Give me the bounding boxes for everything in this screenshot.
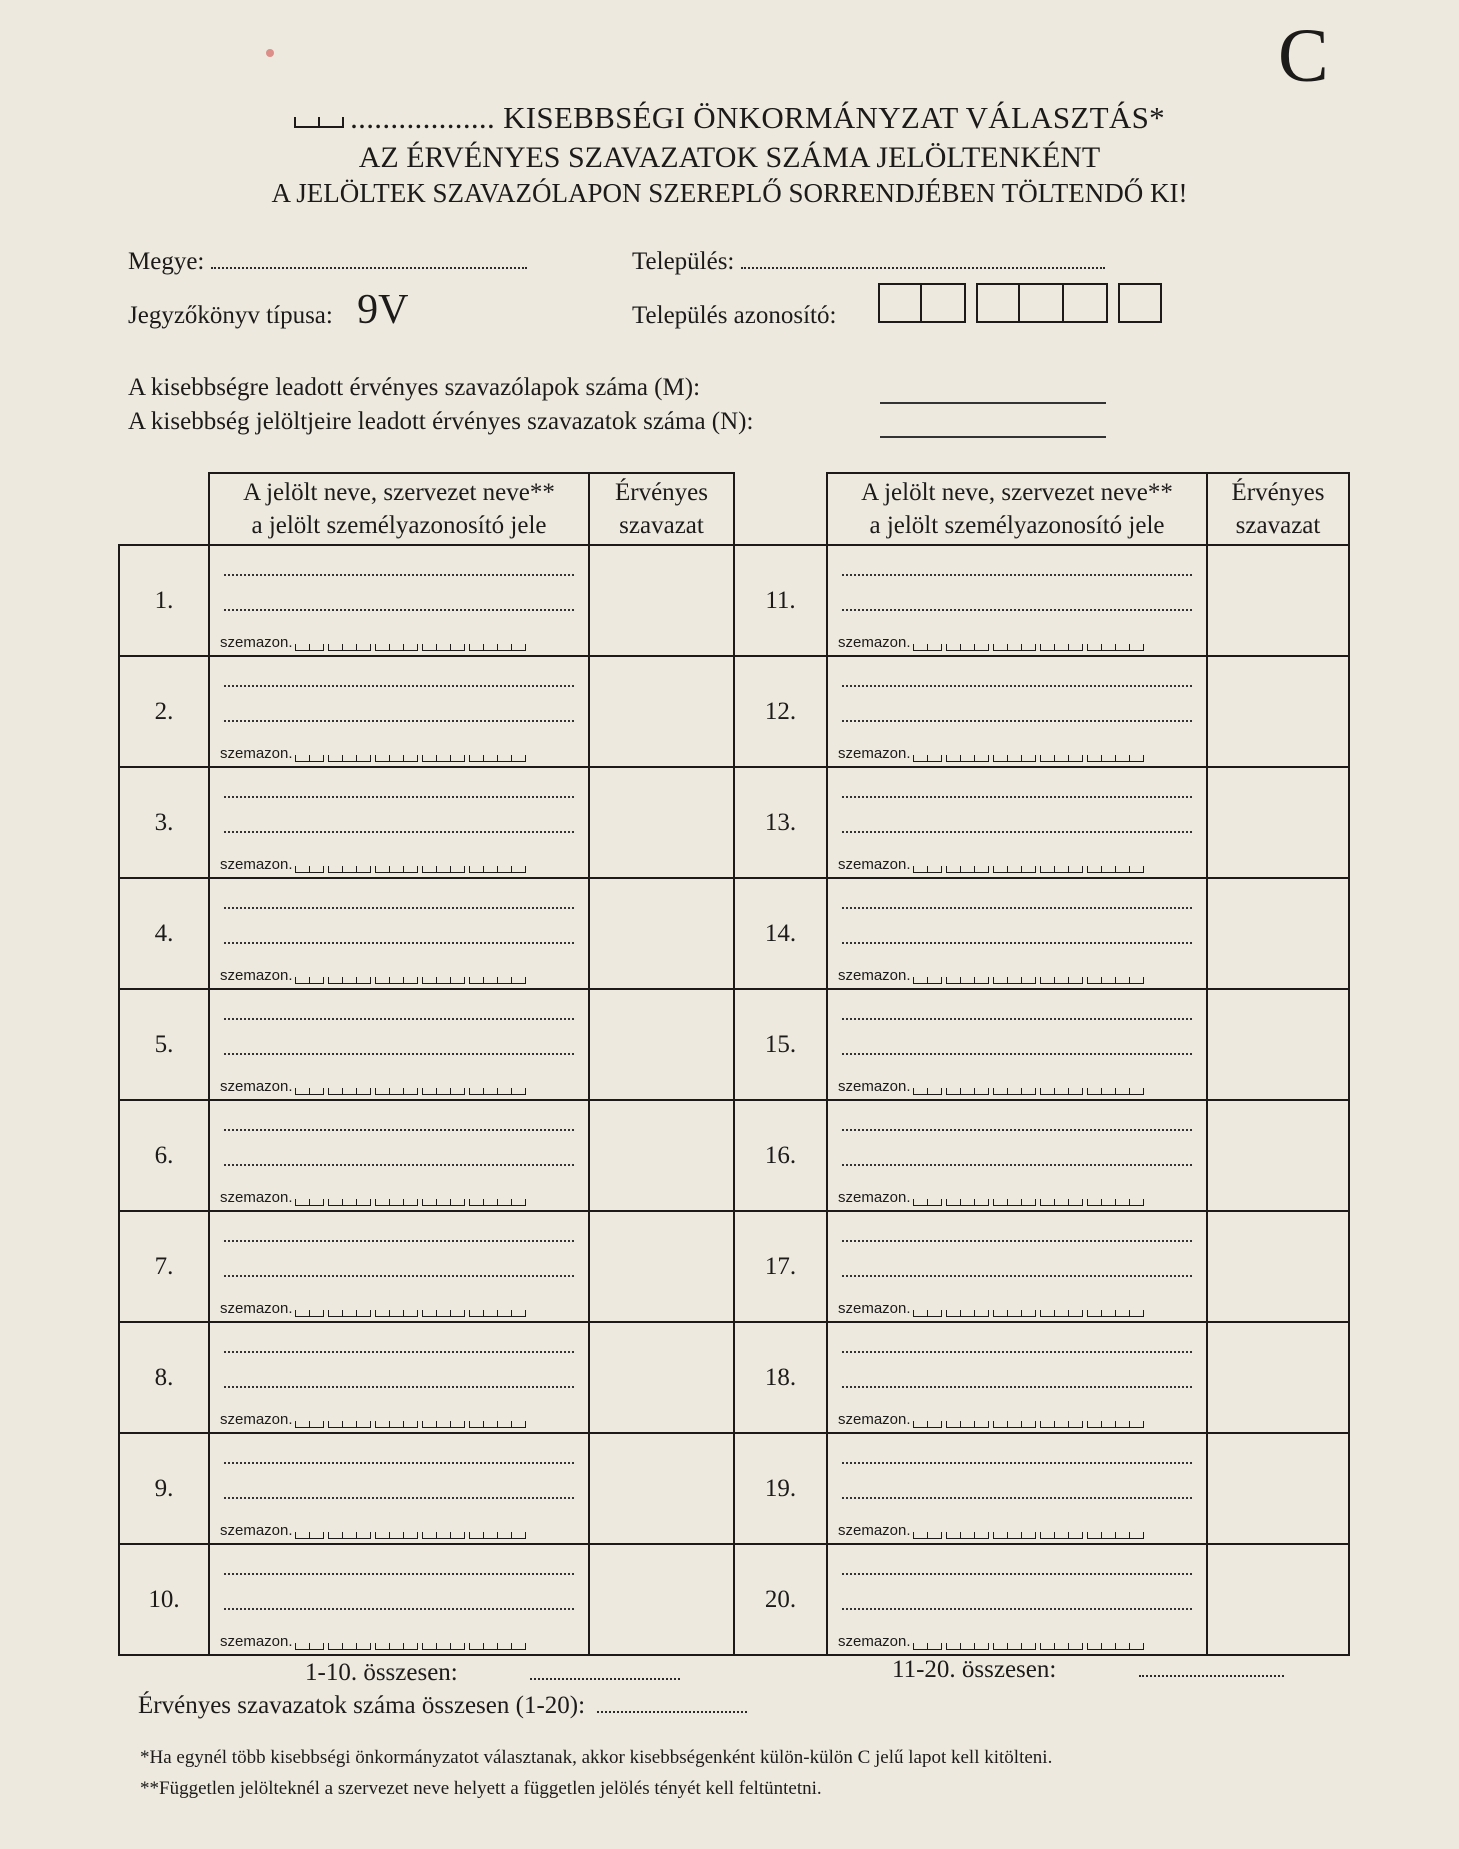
szemazon-label: szemazon.	[838, 1633, 911, 1650]
szemazon-digit-boxes[interactable]	[913, 644, 1144, 651]
votes-cell-left[interactable]	[589, 767, 734, 878]
footnote-1: *Ha egynél több kisebbségi önkormányzatot választanak, akkor kisebbségenként külön-külön C jelű lapot kell kitölteni.	[140, 1747, 1053, 1768]
telepules-label: Település:	[632, 248, 735, 275]
row-number-right: 17.	[734, 1211, 827, 1322]
form-title	[0, 100, 1459, 136]
szemazon-digit-boxes[interactable]	[913, 1088, 1144, 1095]
szemazon-field[interactable]	[220, 1522, 526, 1539]
candidate-name-line[interactable]	[224, 685, 574, 687]
votes-cell-left[interactable]	[589, 1211, 734, 1322]
candidate-name-line[interactable]	[842, 1164, 1192, 1166]
table-row	[119, 656, 1349, 767]
candidate-name-line[interactable]	[224, 1497, 574, 1499]
row-number-left: 1.	[119, 545, 209, 656]
row-number-right: 12.	[734, 656, 827, 767]
candidate-name-line[interactable]	[224, 796, 574, 798]
table-row	[119, 1100, 1349, 1211]
candidate-name-cell-left[interactable]	[209, 1433, 589, 1544]
szemazon-label: szemazon.	[220, 967, 293, 984]
jegyzokonyv-label: Jegyzőkönyv típusa:	[128, 302, 333, 329]
szemazon-digit-boxes[interactable]	[913, 866, 1144, 873]
candidate-name-line[interactable]	[224, 831, 574, 833]
candidate-name-line[interactable]	[842, 685, 1192, 687]
telepules-azonosito-label: Település azonosító:	[632, 302, 837, 329]
szemazon-label: szemazon.	[220, 1300, 293, 1317]
table-row	[119, 545, 1349, 656]
total-overall-label: Érvényes szavazatok száma összesen (1-20):	[138, 1692, 586, 1719]
szemazon-digit-boxes[interactable]	[295, 1421, 526, 1428]
szemazon-label: szemazon.	[220, 1411, 293, 1428]
id-digit-box[interactable]	[1064, 283, 1108, 323]
table-row	[119, 1322, 1349, 1433]
candidate-name-line[interactable]	[842, 1351, 1192, 1353]
candidate-table	[118, 472, 1350, 1656]
megye-input[interactable]	[211, 266, 527, 269]
szemazon-label: szemazon.	[838, 634, 911, 651]
table-row	[119, 1433, 1349, 1544]
candidate-name-line[interactable]	[842, 1129, 1192, 1131]
szemazon-digit-boxes[interactable]	[295, 1643, 526, 1650]
total-11-20-label: 11-20. összesen:	[892, 1656, 1057, 1683]
row-number-left: 6.	[119, 1100, 209, 1211]
candidate-name-line[interactable]	[842, 1462, 1192, 1464]
szemazon-field[interactable]	[220, 967, 526, 984]
table-row	[119, 767, 1349, 878]
szemazon-field[interactable]	[838, 1300, 1144, 1317]
telepules-azonosito-boxes	[878, 283, 1162, 323]
candidate-name-line[interactable]	[842, 1018, 1192, 1020]
id-digit-box[interactable]	[922, 283, 966, 323]
candidate-name-cell-left[interactable]	[209, 1544, 589, 1655]
megye-label: Megye:	[128, 248, 205, 275]
szemazon-field[interactable]	[838, 1411, 1144, 1428]
szemazon-field[interactable]	[220, 1078, 526, 1095]
votes-cell-right[interactable]	[1207, 767, 1349, 878]
szemazon-label: szemazon.	[220, 1078, 293, 1095]
row-number-left: 7.	[119, 1211, 209, 1322]
candidate-name-line[interactable]	[842, 796, 1192, 798]
row-number-right: 20.	[734, 1544, 827, 1655]
candidate-name-cell-left[interactable]	[209, 545, 589, 656]
szemazon-field[interactable]	[838, 967, 1144, 984]
header-candidate-right: A jelölt neve, szervezet neve** a jelölt személyazonosító jele	[827, 473, 1207, 545]
szemazon-digit-boxes[interactable]	[295, 755, 526, 762]
szemazon-digit-boxes[interactable]	[913, 755, 1144, 762]
szemazon-field[interactable]	[220, 856, 526, 873]
id-group-2	[976, 283, 1108, 323]
id-digit-box[interactable]	[1020, 283, 1064, 323]
header-votes-right: Érvényes szavazat	[1207, 473, 1349, 545]
header-candidate-left: A jelölt neve, szervezet neve** a jelölt személyazonosító jele	[209, 473, 589, 545]
jegyzokonyv-value: 9V	[357, 287, 409, 333]
jegyzokonyv-field	[128, 286, 408, 334]
candidate-name-line[interactable]	[224, 1386, 574, 1388]
candidate-name-cell-right[interactable]	[827, 989, 1207, 1100]
candidate-name-line[interactable]	[842, 1573, 1192, 1575]
candidate-name-line[interactable]	[842, 1608, 1192, 1610]
id-digit-box[interactable]	[1118, 283, 1162, 323]
candidate-name-cell-left[interactable]	[209, 656, 589, 767]
szemazon-digit-boxes[interactable]	[913, 1310, 1144, 1317]
title-dots[interactable]: ..................	[350, 100, 496, 135]
votes-cell-right[interactable]	[1207, 989, 1349, 1100]
candidate-name-cell-left[interactable]	[209, 767, 589, 878]
szemazon-label: szemazon.	[838, 1300, 911, 1317]
table-row	[119, 989, 1349, 1100]
szemazon-digit-boxes[interactable]	[295, 866, 526, 873]
votes-cell-right[interactable]	[1207, 878, 1349, 989]
szemazon-label: szemazon.	[838, 1411, 911, 1428]
szemazon-digit-boxes[interactable]	[913, 1643, 1144, 1650]
row-number-left: 2.	[119, 656, 209, 767]
szemazon-field[interactable]	[838, 634, 1144, 651]
candidate-name-line[interactable]	[842, 1240, 1192, 1242]
row-number-left: 3.	[119, 767, 209, 878]
candidate-name-line[interactable]	[224, 1351, 574, 1353]
candidate-name-line[interactable]	[224, 1608, 574, 1610]
total-1-10	[305, 1659, 680, 1687]
szemazon-label: szemazon.	[838, 856, 911, 873]
row-number-right: 19.	[734, 1433, 827, 1544]
votes-cell-left[interactable]	[589, 656, 734, 767]
row-number-left: 8.	[119, 1322, 209, 1433]
candidate-name-cell-right[interactable]	[827, 767, 1207, 878]
title-text: KISEBBSÉGI ÖNKORMÁNYZAT VÁLASZTÁS*	[503, 100, 1165, 135]
id-group-1	[878, 283, 966, 323]
ink-speck	[266, 49, 274, 57]
m-label: A kisebbségre leadott érvényes szavazólapok száma (M):	[128, 374, 701, 401]
total-overall	[138, 1692, 747, 1720]
szemazon-digit-boxes[interactable]	[913, 1421, 1144, 1428]
candidate-name-line[interactable]	[224, 574, 574, 576]
szemazon-digit-boxes[interactable]	[295, 1199, 526, 1206]
row-number-right: 14.	[734, 878, 827, 989]
candidate-name-line[interactable]	[224, 942, 574, 944]
telepules-input[interactable]	[741, 266, 1105, 269]
n-input-line[interactable]	[880, 436, 1106, 438]
candidate-name-line[interactable]	[224, 1053, 574, 1055]
votes-cell-left[interactable]	[589, 1100, 734, 1211]
n-label: A kisebbség jelöltjeire leadott érvényes szavazatok száma (N):	[128, 408, 754, 435]
szemazon-label: szemazon.	[838, 745, 911, 762]
m-input-line[interactable]	[880, 402, 1106, 404]
candidate-name-cell-left[interactable]	[209, 1211, 589, 1322]
candidate-name-line[interactable]	[224, 907, 574, 909]
szemazon-label: szemazon.	[220, 1522, 293, 1539]
szemazon-digit-boxes[interactable]	[295, 977, 526, 984]
candidate-name-line[interactable]	[224, 1129, 574, 1131]
szemazon-field[interactable]	[838, 1522, 1144, 1539]
candidate-name-line[interactable]	[224, 1462, 574, 1464]
candidate-name-cell-right[interactable]	[827, 1544, 1207, 1655]
szemazon-field[interactable]	[838, 1633, 1144, 1650]
szemazon-label: szemazon.	[220, 1633, 293, 1650]
candidate-name-line[interactable]	[224, 1018, 574, 1020]
szemazon-label: szemazon.	[220, 634, 293, 651]
header-spacer	[734, 473, 827, 545]
szemazon-digit-boxes[interactable]	[913, 1199, 1144, 1206]
votes-cell-left[interactable]	[589, 545, 734, 656]
id-digit-box[interactable]	[878, 283, 922, 323]
szemazon-field[interactable]	[838, 745, 1144, 762]
row-number-right: 16.	[734, 1100, 827, 1211]
total-11-20-input[interactable]	[1139, 1674, 1284, 1677]
row-number-right: 11.	[734, 545, 827, 656]
candidate-name-cell-right[interactable]	[827, 878, 1207, 989]
candidate-name-line[interactable]	[224, 1275, 574, 1277]
candidate-name-line[interactable]	[842, 907, 1192, 909]
szemazon-label: szemazon.	[838, 1189, 911, 1206]
candidate-name-cell-right[interactable]	[827, 656, 1207, 767]
table-row	[119, 1211, 1349, 1322]
candidate-name-cell-left[interactable]	[209, 989, 589, 1100]
row-number-left: 9.	[119, 1433, 209, 1544]
szemazon-field[interactable]	[220, 1189, 526, 1206]
row-number-left: 5.	[119, 989, 209, 1100]
code-boxes[interactable]	[294, 100, 342, 136]
candidate-name-line[interactable]	[842, 609, 1192, 611]
candidate-name-line[interactable]	[224, 720, 574, 722]
szemazon-label: szemazon.	[220, 745, 293, 762]
votes-cell-right[interactable]	[1207, 1433, 1349, 1544]
candidate-name-cell-right[interactable]	[827, 1211, 1207, 1322]
candidate-name-line[interactable]	[224, 609, 574, 611]
szemazon-field[interactable]	[838, 1078, 1144, 1095]
szemazon-label: szemazon.	[838, 967, 911, 984]
votes-cell-left[interactable]	[589, 878, 734, 989]
total-1-10-label: 1-10. összesen:	[305, 1659, 458, 1686]
candidate-name-line[interactable]	[842, 1386, 1192, 1388]
szemazon-field[interactable]	[220, 1411, 526, 1428]
header-votes-left: Érvényes szavazat	[589, 473, 734, 545]
id-digit-box[interactable]	[976, 283, 1020, 323]
candidate-name-cell-left[interactable]	[209, 1322, 589, 1433]
szemazon-digit-boxes[interactable]	[913, 1532, 1144, 1539]
header-spacer	[119, 473, 209, 545]
candidate-name-line[interactable]	[842, 720, 1192, 722]
szemazon-label: szemazon.	[838, 1078, 911, 1095]
megye-field	[128, 248, 527, 276]
total-11-20	[892, 1656, 1284, 1684]
votes-cell-left[interactable]	[589, 1433, 734, 1544]
candidate-name-line[interactable]	[842, 1497, 1192, 1499]
candidate-name-line[interactable]	[842, 1053, 1192, 1055]
candidate-name-cell-right[interactable]	[827, 545, 1207, 656]
row-number-right: 18.	[734, 1322, 827, 1433]
szemazon-digit-boxes[interactable]	[295, 1532, 526, 1539]
szemazon-field[interactable]	[220, 1633, 526, 1650]
votes-cell-right[interactable]	[1207, 1211, 1349, 1322]
row-number-right: 13.	[734, 767, 827, 878]
szemazon-digit-boxes[interactable]	[295, 1088, 526, 1095]
szemazon-digit-boxes[interactable]	[295, 1310, 526, 1317]
candidate-name-cell-right[interactable]	[827, 1322, 1207, 1433]
votes-cell-right[interactable]	[1207, 656, 1349, 767]
row-number-left: 10.	[119, 1544, 209, 1655]
szemazon-label: szemazon.	[220, 856, 293, 873]
votes-cell-left[interactable]	[589, 1322, 734, 1433]
telepules-field	[632, 248, 1105, 276]
total-1-10-input[interactable]	[530, 1677, 680, 1680]
candidate-name-line[interactable]	[224, 1164, 574, 1166]
szemazon-label: szemazon.	[838, 1522, 911, 1539]
table-header-row	[119, 473, 1349, 545]
form-subtitle: AZ ÉRVÉNYES SZAVAZATOK SZÁMA JELÖLTENKÉNT	[358, 141, 1101, 174]
votes-cell-right[interactable]	[1207, 1322, 1349, 1433]
candidate-name-line[interactable]	[842, 1275, 1192, 1277]
candidate-name-line[interactable]	[224, 1573, 574, 1575]
id-group-3	[1118, 283, 1162, 323]
candidate-name-cell-left[interactable]	[209, 1100, 589, 1211]
szemazon-field[interactable]	[220, 745, 526, 762]
votes-cell-left[interactable]	[589, 1544, 734, 1655]
szemazon-field[interactable]	[220, 634, 526, 651]
table-row	[119, 1544, 1349, 1655]
candidate-name-line[interactable]	[842, 574, 1192, 576]
szemazon-field[interactable]	[220, 1300, 526, 1317]
row-number-left: 4.	[119, 878, 209, 989]
szemazon-digit-boxes[interactable]	[295, 644, 526, 651]
szemazon-digit-boxes[interactable]	[913, 977, 1144, 984]
candidate-name-line[interactable]	[842, 942, 1192, 944]
candidate-name-line[interactable]	[842, 831, 1192, 833]
votes-cell-left[interactable]	[589, 989, 734, 1100]
szemazon-label: szemazon.	[220, 1189, 293, 1206]
votes-cell-right[interactable]	[1207, 545, 1349, 656]
form-letter: C	[1278, 14, 1329, 98]
votes-cell-right[interactable]	[1207, 1544, 1349, 1655]
candidate-name-cell-left[interactable]	[209, 878, 589, 989]
candidate-name-line[interactable]	[224, 1240, 574, 1242]
table-row	[119, 878, 1349, 989]
candidate-name-cell-right[interactable]	[827, 1433, 1207, 1544]
form-instruction: A JELÖLTEK SZAVAZÓLAPON SZEREPLŐ SORRENDJÉBEN TÖLTENDŐ KI!	[271, 178, 1188, 208]
szemazon-field[interactable]	[838, 1189, 1144, 1206]
votes-cell-right[interactable]	[1207, 1100, 1349, 1211]
candidate-name-cell-right[interactable]	[827, 1100, 1207, 1211]
row-number-right: 15.	[734, 989, 827, 1100]
total-overall-input[interactable]	[597, 1710, 747, 1713]
szemazon-field[interactable]	[838, 856, 1144, 873]
footnote-2: **Független jelölteknél a szervezet neve helyett a független jelölés tényét kell feltüntetni.	[140, 1778, 822, 1799]
